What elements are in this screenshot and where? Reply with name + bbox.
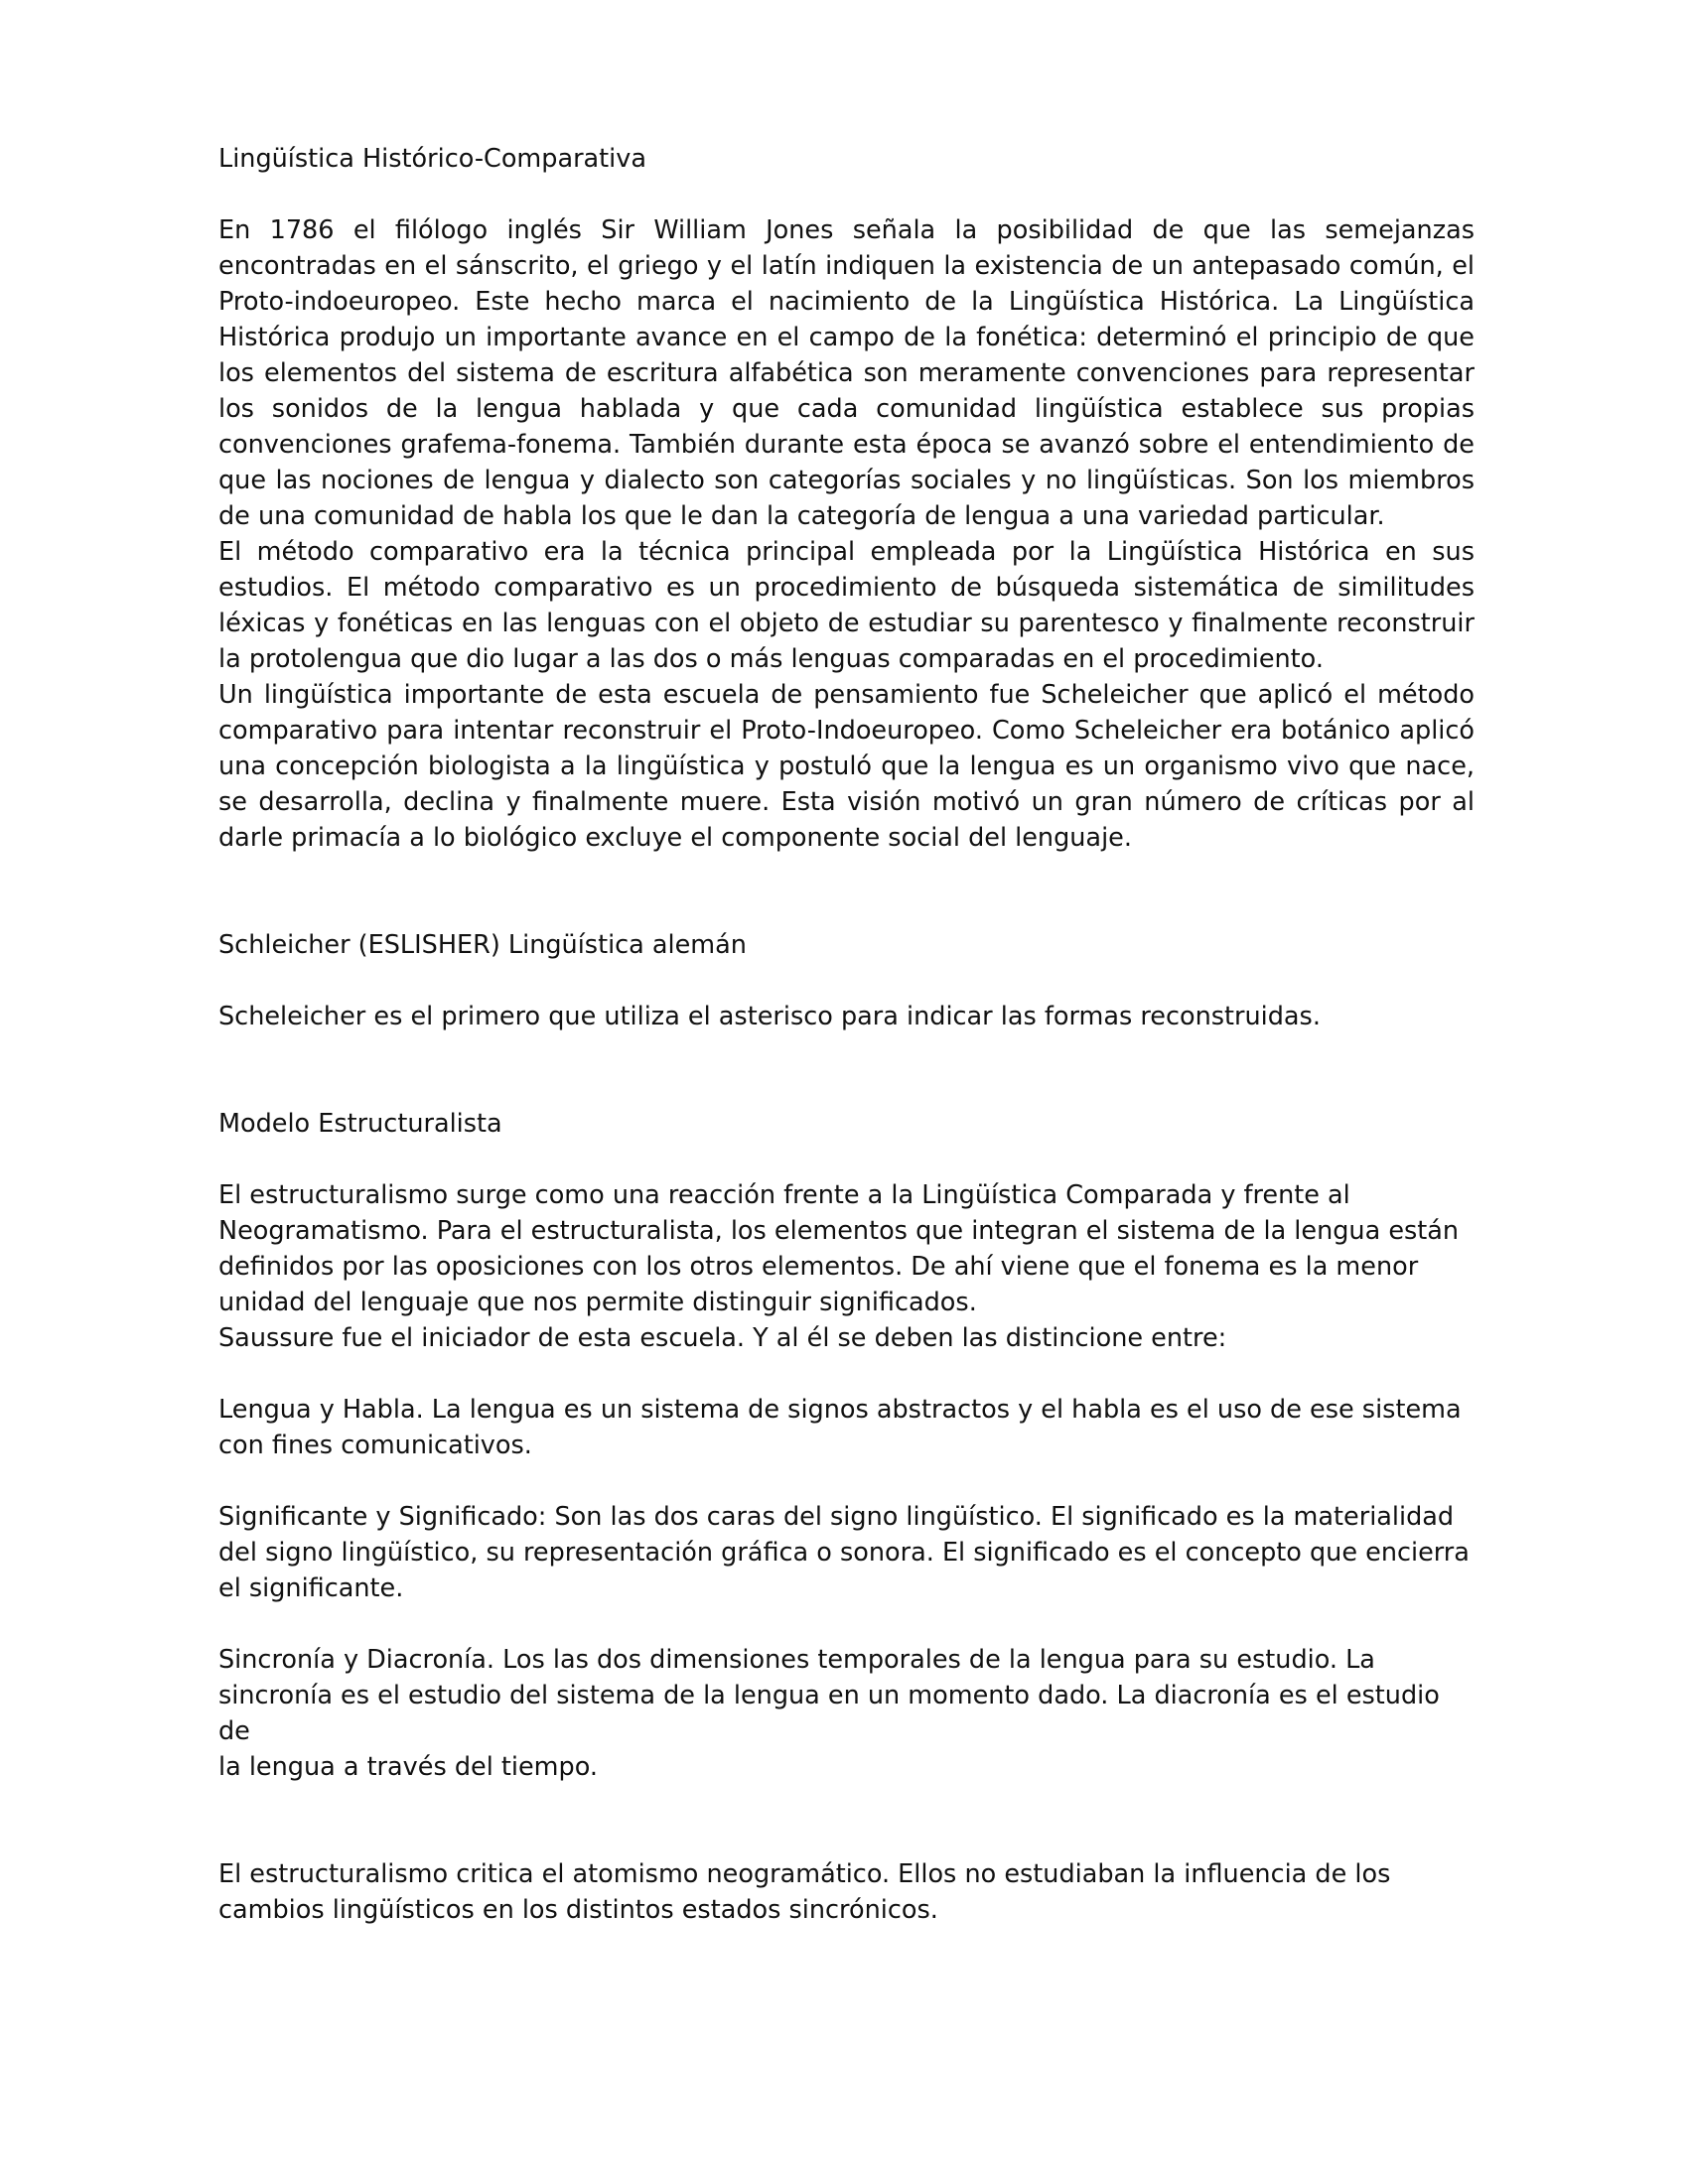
paragraph-significante-significado: [218, 1499, 1475, 1606]
spacer: [218, 963, 1475, 999]
spacer: [218, 177, 1475, 212]
text-line: el significante.: [218, 1573, 404, 1603]
text-line: definidos por las oposiciones con los otros elementos. De ahí viene que el fonema es la menor: [218, 1252, 1419, 1282]
paragraph-william-jones: En 1786 el filólogo inglés Sir William Jones señala la posibilidad de que las semejanzas encontradas en el sánscrito, el griego y el latín indiquen la existencia de un antepasado común, el Proto-indoeuropeo. Este hecho marca el nacimiento de la Lingüística Histórica. La Lingüística Histórica produjo un importante avance en el campo de la fonética: determinó el principio de que los elementos del sistema de escritura alfabética son meramente convenciones para representar los sonidos de la lengua hablada y que cada comunidad lingüística establece sus propias convenciones grafema-fonema. También durante esta época se avanzó sobre el entendimiento de que las nociones de lengua y dialecto son categorías sociales y no lingüísticas. Son los miembros de una comunidad de habla los que le dan la categoría de lengua a una variedad particular.: [218, 215, 1475, 531]
spacer: [218, 1142, 1475, 1177]
spacer: [218, 856, 1475, 927]
text-line: El estructuralismo critica el atomismo neogramático. Ellos no estudiaban la influencia de los: [218, 1859, 1391, 1889]
spacer: [218, 1606, 1475, 1642]
spacer: [218, 1034, 1475, 1106]
text-line: unidad del lenguaje que nos permite distinguir significados.: [218, 1288, 977, 1317]
text-line: la lengua a través del tiempo.: [218, 1752, 598, 1782]
section-title-historico-comparativa: Lingüística Histórico-Comparativa: [218, 144, 646, 174]
text-line: Saussure fue el iniciador de esta escuela. Y al él se deben las distincione entre:: [218, 1323, 1227, 1353]
paragraph-estructuralismo-intro: [218, 1177, 1475, 1356]
text-line: El estructuralismo surge como una reacción frente a la Lingüística Comparada y frente al: [218, 1180, 1350, 1210]
spacer: [218, 1785, 1475, 1856]
text-line: cambios lingüísticos en los distintos estados sincrónicos.: [218, 1895, 938, 1925]
section-title-schleicher: Schleicher (ESLISHER) Lingüística alemán: [218, 930, 747, 960]
text-line: del signo lingüístico, su representación gráfica o sonora. El significado es el concepto que encierra: [218, 1538, 1470, 1568]
spacer: [218, 1463, 1475, 1499]
text-line: Sincronía y Diacronía. Los las dos dimensiones temporales de la lengua para su estudio. La: [218, 1645, 1375, 1675]
paragraph-asterisco: Scheleicher es el primero que utiliza el asterisco para indicar las formas reconstruidas.: [218, 1002, 1321, 1031]
section-title-estructuralista: Modelo Estructuralista: [218, 1109, 502, 1139]
text-line: Neogramatismo. Para el estructuralista, los elementos que integran el sistema de la lengua están: [218, 1216, 1460, 1246]
paragraph-metodo-comparativo: El método comparativo era la técnica principal empleada por la Lingüística Histórica en sus estudios. El método comparativo es un procedimiento de búsqueda sistemática de similitudes léxicas y fonéticas en las lenguas con el objeto de estudiar su parentesco y finalmente reconstruir la protolengua que dio lugar a las dos o más lenguas comparadas en el procedimiento.: [218, 537, 1475, 674]
text-line: sincronía es el estudio del sistema de la lengua en un momento dado. La diacronía es el estudio de: [218, 1681, 1440, 1746]
text-line: con fines comunicativos.: [218, 1431, 532, 1460]
paragraph-scheleicher: Un lingüística importante de esta escuela de pensamiento fue Scheleicher que aplicó el método comparativo para intentar reconstruir el Proto-Indoeuropeo. Como Scheleicher era botánico aplicó una concepción biologista a la lingüística y postuló que la lengua es un organismo vivo que nace, se desarrolla, declina y finalmente muere. Esta visión motivó un gran número de críticas por al darle primacía a lo biológico excluye el componente social del lenguaje.: [218, 680, 1475, 853]
paragraph-lengua-habla: [218, 1392, 1475, 1463]
paragraph-sincronia-diacronia: [218, 1642, 1475, 1785]
text-line: Lengua y Habla. La lengua es un sistema de signos abstractos y el habla es el uso de ese sistema: [218, 1395, 1462, 1425]
spacer: [218, 1356, 1475, 1392]
document-page: [218, 141, 1475, 1928]
text-line: Significante y Significado: Son las dos caras del signo lingüístico. El significado es la materialidad: [218, 1502, 1455, 1532]
paragraph-critica-atomismo: [218, 1856, 1475, 1928]
